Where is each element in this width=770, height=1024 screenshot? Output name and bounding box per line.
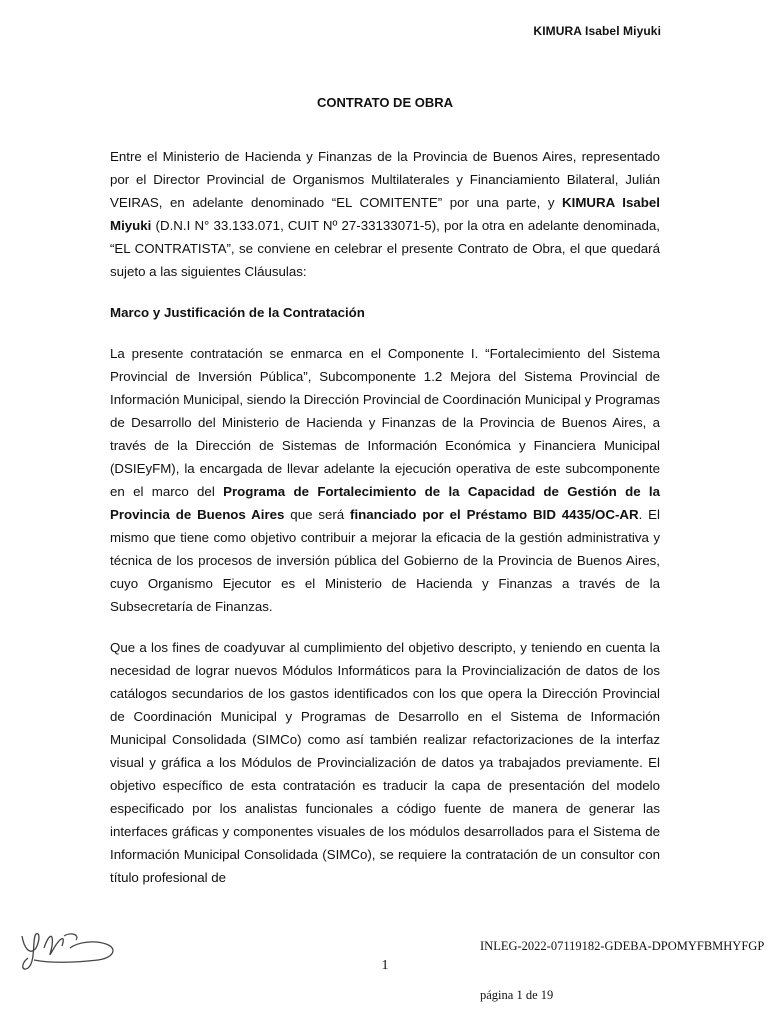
program-name: Programa de Fortalecimiento de la Capacidad de Gestión de la Provincia de Buenos Aires bbox=[110, 484, 660, 522]
intro-text-2: (D.N.I N° 33.133.071, CUIT Nº 27-33133071-5), por la otra en adelante denominada, “EL CONTRATISTA”, se conviene en celebrar el presente Contrato de Obra, el que quedará sujeto a las siguientes Cláusulas: bbox=[110, 218, 660, 279]
section-heading: Marco y Justificación de la Contratación bbox=[110, 305, 365, 320]
loan-reference: financiado por el Préstamo BID 4435/OC-AR bbox=[350, 507, 639, 522]
page-number: 1 bbox=[381, 958, 389, 973]
intro-text-1: Entre el Ministerio de Hacienda y Finanzas de la Provincia de Buenos Aires, representado por el Director Provincial de Organismos Multilaterales y Financiamiento Bilateral, Julián VEIRAS, en adelante denominado “EL COMITENTE” por una parte, y bbox=[110, 149, 660, 210]
framework-text-3: . El mismo que tiene como objetivo contribuir a mejorar la eficacia de la gestión administrativa y técnica de los procesos de inversión pública del Gobierno de la Provincia de Buenos Aires, cuyo Organismo Ejecutor es el Ministerio de Hacienda y Finanzas a través de la Subsecretaría de Finanzas. bbox=[110, 507, 661, 614]
framework-text-1: La presente contratación se enmarca en el Componente I. “Fortalecimiento del Sistema Provincial de Inversión Pública”, Subcomponente 1.2 Mejora del Sistema Provincial de Información Municipal, siendo la Dirección Provincial de Coordinación Municipal y Programas de Desarrollo del Ministerio de Hacienda y Finanzas de la Provincia de Buenos Aires, a través de la Dirección de Sistemas de Información Económica y Financiera Municipal (DSIEyFM), la encargada de llevar adelante la ejecución operativa de este subcomponente en el marco del bbox=[110, 346, 660, 499]
page-count: página 1 de 19 bbox=[480, 988, 554, 1002]
framework-text-2: que será bbox=[284, 507, 351, 522]
header-author-name: KIMURA Isabel Miyuki bbox=[533, 24, 661, 38]
document-body bbox=[110, 145, 660, 907]
document-title: CONTRATO DE OBRA bbox=[316, 95, 454, 110]
framework-paragraph bbox=[110, 342, 660, 618]
intro-paragraph bbox=[110, 145, 660, 283]
contractor-name: KIMURA Isabel Miyuki bbox=[110, 195, 660, 233]
document-code: INLEG-2022-07119182-GDEBA-DPOMYFBMHYFGP bbox=[480, 939, 765, 953]
justification-paragraph: Que a los fines de coadyuvar al cumplimiento del objetivo descripto, y teniendo en cuenta la necesidad de lograr nuevos Módulos Informáticos para la Provincialización de datos de los catálogos secundarios de los gastos identificados con los que opera la Dirección Provincial de Coordinación Municipal y Programas de Desarrollo en el Sistema de Información Municipal Consolidada (SIMCo) como así también realizar refactorizaciones de la interfaz visual y gráfica a los Módulos de Provincialización de datos ya trabajados previamente. El objetivo específico de esta contratación es traducir la capa de presentación del modelo especificado por los analistas funcionales a código fuente de manera de generar las interfaces gráficas y componentes visuales de los módulos desarrollados para el Sistema de Información Municipal Consolidada (SIMCo), se requiere la contratación de un consultor con título profesional de bbox=[110, 640, 660, 885]
